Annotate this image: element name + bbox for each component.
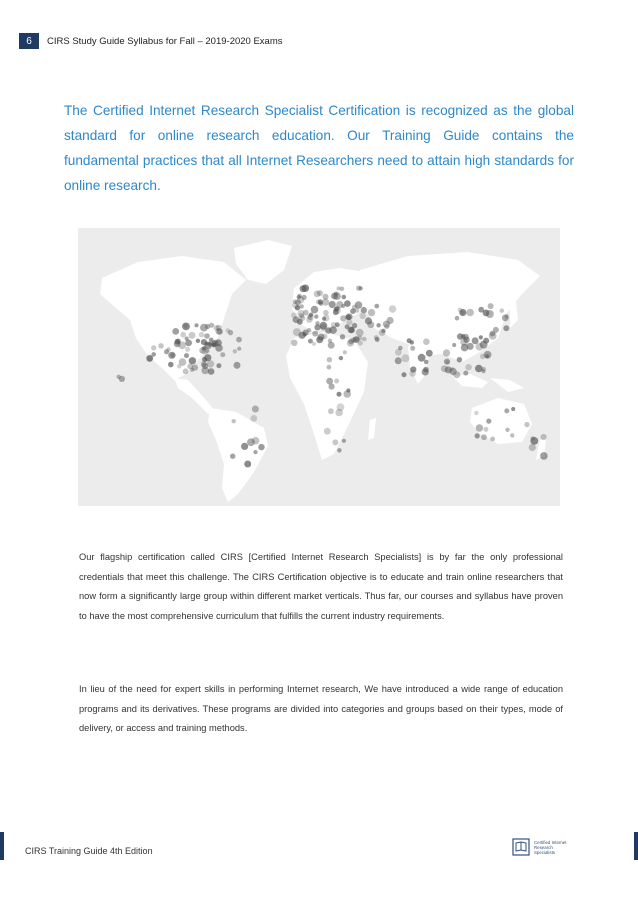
map-dot: [481, 367, 486, 372]
map-dot: [387, 317, 394, 324]
map-dot: [314, 314, 318, 318]
map-dot: [355, 301, 363, 309]
map-dot: [329, 326, 337, 334]
map-dot: [375, 337, 380, 342]
map-dot: [479, 335, 483, 339]
map-dot: [410, 346, 415, 351]
map-dot: [510, 433, 514, 437]
map-dot: [175, 339, 181, 345]
map-dot: [199, 332, 205, 338]
map-dot: [323, 315, 330, 322]
map-dot: [326, 378, 333, 385]
map-dot: [220, 352, 225, 357]
map-dot: [250, 415, 257, 422]
map-dot: [311, 306, 319, 314]
map-dot: [342, 439, 346, 443]
map-dot: [189, 357, 196, 364]
map-dot: [172, 328, 179, 335]
map-dot: [360, 313, 366, 319]
map-dot: [151, 352, 156, 357]
map-dot: [343, 390, 351, 398]
map-dot: [170, 352, 175, 357]
map-dot: [480, 354, 485, 359]
map-dot: [215, 339, 222, 346]
map-dot: [365, 317, 372, 324]
cirs-logo-icon: [512, 838, 530, 856]
map-dot: [241, 443, 248, 450]
map-dot: [204, 354, 211, 361]
map-dot: [504, 408, 509, 413]
map-dot: [204, 333, 210, 339]
logo-line-1: Certified Internet: [534, 839, 567, 845]
map-dot: [480, 341, 488, 349]
map-dot: [236, 337, 242, 343]
map-dot: [303, 310, 309, 316]
map-dot: [422, 368, 429, 375]
map-dot: [339, 356, 343, 360]
map-dot: [234, 362, 241, 369]
map-dot: [189, 332, 196, 339]
map-dot: [247, 438, 255, 446]
map-dot: [486, 419, 491, 424]
cirs-logo: [512, 838, 578, 856]
map-dot: [409, 370, 416, 377]
map-dot: [500, 309, 504, 313]
map-dot: [300, 285, 307, 292]
map-dot: [356, 329, 364, 337]
map-dot: [158, 343, 163, 348]
header-title: CIRS Study Guide Syllabus for Fall – 2019-2020 Exams: [47, 35, 283, 47]
map-dot: [362, 337, 367, 342]
map-dot: [418, 354, 426, 362]
map-dot: [481, 434, 487, 440]
map-dot: [337, 403, 345, 411]
map-dot: [316, 300, 321, 305]
map-dot: [208, 368, 215, 375]
map-dot: [475, 433, 480, 438]
map-dot: [207, 360, 214, 367]
map-dot: [389, 305, 396, 312]
map-dot: [253, 450, 257, 454]
map-dot: [184, 353, 189, 358]
map-dot: [395, 357, 402, 364]
map-dot: [505, 428, 509, 432]
map-dot: [329, 301, 336, 308]
map-dot: [335, 322, 340, 327]
paragraph-1: Our flagship certification called CIRS [Certified Internet Research Specialists] is by far the only professional credentials that meet this challenge. The CIRS Certification objective is to educate and train online researchers that now form a significantly large group within different market verticals. Thus far, our courses and syllabus have proven to have the most comprehensive curriculum that fulfills the current industry requirements.: [79, 552, 563, 621]
map-dot: [379, 329, 386, 336]
map-dot: [407, 338, 412, 343]
map-dot: [327, 365, 332, 370]
map-dot: [216, 363, 221, 368]
map-dot: [336, 301, 343, 308]
map-dot: [485, 354, 489, 358]
map-dot: [258, 444, 264, 450]
map-dot: [529, 444, 536, 451]
map-dot: [374, 304, 379, 309]
map-dot: [196, 339, 200, 343]
map-dot: [511, 407, 515, 411]
map-dot: [232, 419, 236, 423]
map-dot: [252, 406, 259, 413]
map-dot: [327, 357, 332, 362]
map-dot: [177, 364, 181, 368]
map-dot: [452, 343, 456, 347]
map-dot: [291, 340, 297, 346]
logo-line-2: Research: [534, 844, 553, 850]
map-dot: [358, 286, 362, 290]
map-dot: [455, 316, 460, 321]
map-dot: [180, 332, 186, 338]
map-dot: [340, 334, 345, 339]
map-dot: [308, 339, 313, 344]
map-dot: [467, 343, 474, 350]
map-dot: [493, 327, 499, 333]
map-dot: [467, 309, 474, 316]
map-dot: [332, 439, 338, 445]
map-dot: [334, 379, 339, 384]
map-dot: [200, 324, 208, 332]
map-dot: [300, 304, 304, 308]
map-dot: [314, 324, 320, 330]
logo-line-3: Specialists: [534, 849, 555, 855]
map-dot: [355, 308, 359, 312]
map-dot: [350, 308, 356, 314]
map-dot: [307, 314, 311, 318]
map-dot: [450, 368, 457, 375]
map-dot: [303, 332, 307, 336]
map-dot: [312, 342, 316, 346]
map-dot: [342, 295, 347, 300]
map-dot: [228, 330, 233, 335]
map-dot: [472, 337, 479, 344]
map-dot: [215, 328, 222, 335]
page-header: [19, 33, 283, 49]
map-dot: [340, 315, 346, 321]
map-dot: [490, 437, 495, 442]
map-dot: [194, 323, 198, 327]
map-dot: [340, 287, 345, 292]
map-dot: [151, 345, 156, 350]
map-dot: [346, 313, 353, 320]
map-dot: [395, 349, 402, 356]
map-dot: [368, 309, 375, 316]
footer-bar-right: [634, 832, 638, 860]
logo-text: [534, 840, 578, 855]
map-dot: [402, 372, 407, 377]
map-dot: [476, 424, 483, 431]
map-dot: [426, 350, 433, 357]
map-dot: [443, 349, 450, 356]
map-dot: [168, 362, 174, 368]
map-dot: [312, 331, 318, 337]
map-dot: [376, 323, 380, 327]
map-dot: [244, 461, 251, 468]
map-dot: [503, 325, 509, 331]
map-dot: [343, 350, 347, 354]
world-map-svg: [78, 228, 560, 506]
map-dot: [445, 360, 449, 364]
map-dot: [483, 427, 488, 432]
map-dot: [337, 392, 342, 397]
map-dot: [465, 364, 471, 370]
map-dot: [185, 337, 189, 341]
map-dot: [463, 337, 469, 343]
map-dot: [347, 326, 354, 333]
map-dot: [540, 452, 548, 460]
map-dot: [502, 315, 509, 322]
map-dot: [318, 334, 325, 341]
map-dot: [297, 296, 304, 303]
map-dot: [463, 371, 468, 376]
map-dot: [474, 411, 478, 415]
map-dot: [230, 454, 235, 459]
map-dot: [441, 365, 448, 372]
map-dot: [328, 342, 335, 349]
map-dot: [541, 434, 547, 440]
map-dot: [337, 448, 341, 452]
map-dot: [344, 300, 351, 307]
map-dot: [424, 360, 429, 365]
map-dot: [459, 309, 466, 316]
map-dot: [322, 299, 329, 306]
map-dot: [530, 437, 538, 445]
world-map-image: [78, 228, 560, 506]
map-dot: [401, 354, 409, 362]
map-dot: [524, 422, 529, 427]
map-dot: [183, 324, 187, 328]
map-dot: [185, 347, 190, 352]
map-dot: [183, 368, 189, 374]
map-dot: [201, 367, 209, 375]
page-number: 6: [19, 33, 39, 49]
map-dot: [488, 303, 494, 309]
map-dot: [361, 307, 367, 313]
footer-edition: CIRS Training Guide 4th Edition: [25, 846, 153, 856]
map-dot: [201, 347, 209, 355]
map-dot: [423, 338, 430, 345]
map-dot: [478, 307, 484, 313]
paragraph-2: In lieu of the need for expert skills in performing Internet research, We have introduced a wide range of education programs and its derivatives. These programs are divided into categories and groups based on their types, mode of delivery, or access and training methods.: [79, 684, 563, 733]
map-dot: [314, 291, 321, 298]
map-dot: [353, 336, 360, 343]
map-dot: [147, 355, 153, 361]
map-dot: [237, 347, 241, 351]
map-dot: [297, 319, 303, 325]
map-dot: [166, 347, 170, 351]
intro-paragraph: The Certified Internet Research Specialist Certification is recognized as the global standard for online research education. Our Training Guide contains the fundamental practices that all Internet Researchers need to attain high standards for online research.: [64, 103, 574, 193]
map-dot: [457, 357, 462, 362]
map-dot: [233, 349, 237, 353]
map-dot: [333, 292, 341, 300]
map-dot: [324, 428, 331, 435]
map-dot: [119, 376, 125, 382]
map-dot: [328, 408, 334, 414]
map-dot: [307, 328, 311, 332]
footer-bar-left: [0, 832, 4, 860]
map-dot: [192, 364, 198, 370]
